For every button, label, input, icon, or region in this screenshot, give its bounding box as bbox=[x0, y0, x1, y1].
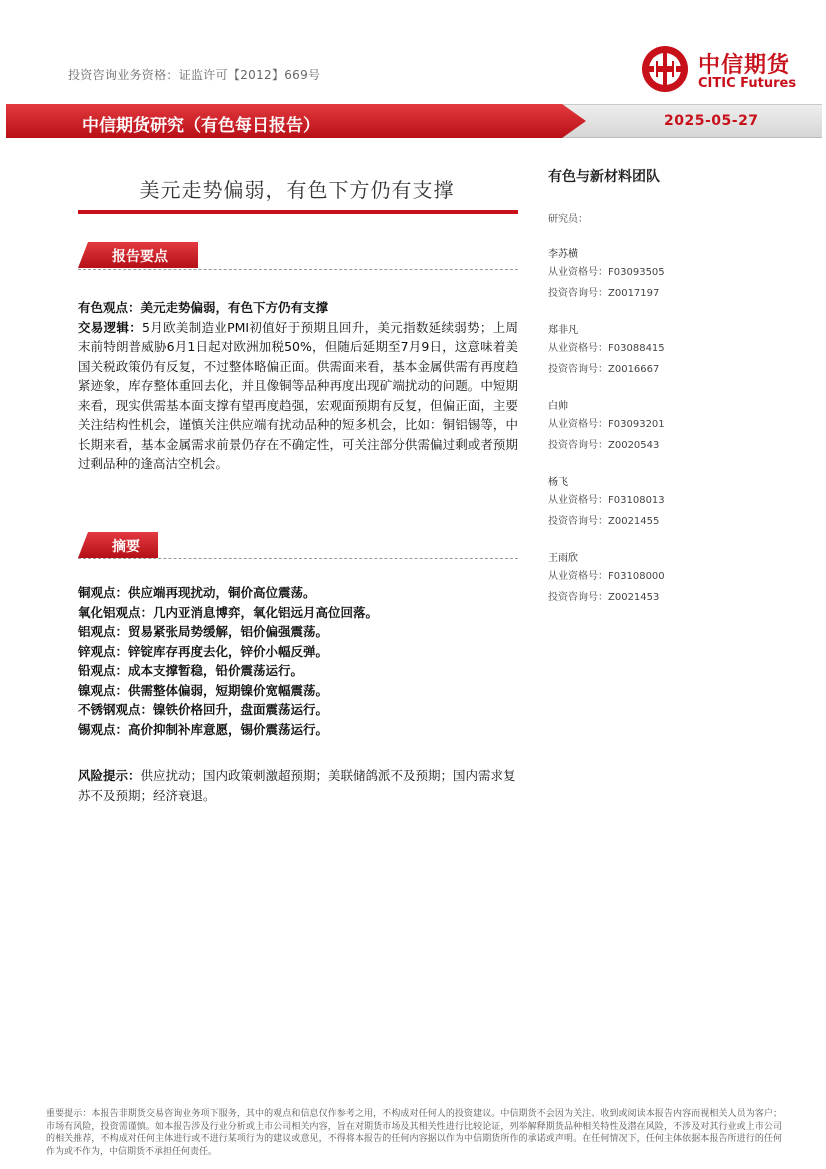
key-points-body bbox=[78, 298, 518, 474]
report-date: 2025-05-27 bbox=[664, 113, 759, 129]
analyst-consulting: 投资咨询号：Z0017197 bbox=[548, 288, 660, 299]
summary-item: 锡观点：高价抑制补库意愿，锡价震荡运行。 bbox=[78, 721, 329, 737]
section-divider bbox=[78, 558, 518, 559]
summary-item: 锌观点：锌锭库存再度去化，锌价小幅反弹。 bbox=[78, 643, 329, 659]
risk-paragraph bbox=[78, 766, 518, 805]
summary-item: 氧化铝观点：几内亚消息博弈，氧化铝远月高位回落。 bbox=[78, 604, 379, 620]
analyst-consulting: 投资咨询号：Z0021453 bbox=[548, 592, 660, 603]
report-title: 美元走势偏弱，有色下方仍有支撑 bbox=[139, 178, 455, 202]
analyst-consulting: 投资咨询号：Z0016667 bbox=[548, 364, 660, 375]
summary-item: 铅观点：成本支撑暂稳，铅价震荡运行。 bbox=[78, 663, 304, 678]
section-label: 摘要 bbox=[112, 539, 140, 555]
team-name: 有色与新材料团队 bbox=[548, 169, 660, 185]
summary-item: 铝观点：贸易紧张局势缓解，铝价偏强震荡。 bbox=[78, 624, 329, 639]
analyst-sidebar bbox=[548, 166, 798, 603]
researcher-label: 研究员： bbox=[548, 214, 588, 225]
analyst-qualification: 从业资格号：F03093505 bbox=[548, 267, 665, 278]
risk-text: 供应扰动；国内政策刺激超预期；美联储鸽派不及预期；国内需求复苏不及预期；经济衰退。 bbox=[78, 768, 516, 803]
logic-text: 5月欧美制造业PMI初值好于预期且回升，美元指数延续弱势；上周末前特朗普威胁6月1日起对欧洲加税50%，但随后延期至7月9日，这意味着美国关税政策仍有反复，不过整体略偏正面。供需面来看，基本金属供需有再度趋紧迹象，库存整体重回去化，并且像铜等品种再度出现矿端扰动的问题。中短期来看，现实供需基本面支撑有望再度趋强，宏观面预期有反复，但偏正面，主要关注结构性机会，谨慎关注供应端有扰动品种的短多机会，比如：铜铝锡等，中长期来看，基本金属需求前景仍存在不确定性，可关注部分供需偏过剩或者预期过剩品种的逢高沽空机会。 bbox=[78, 319, 518, 471]
analyst-card bbox=[548, 400, 798, 453]
analyst-qualification: 从业资格号：F03108000 bbox=[548, 571, 665, 582]
title-underline bbox=[78, 210, 518, 214]
section-tag-key-points bbox=[78, 242, 198, 268]
section-divider bbox=[78, 269, 518, 270]
summary-item: 镍观点：供需整体偏弱，短期镍价宽幅震荡。 bbox=[78, 682, 329, 698]
analyst-card bbox=[548, 248, 798, 301]
section-label: 报告要点 bbox=[112, 249, 168, 265]
logic-label: 交易逻辑： bbox=[78, 319, 143, 335]
license-text: 投资咨询业务资格：证监许可【2012】669号 bbox=[68, 68, 321, 82]
logo-en-text: CITIC Futures bbox=[698, 76, 797, 91]
disclaimer: 重要提示：本报告非期货交易咨询业务项下服务，其中的观点和信息仅作参考之用，不构成对任何人的投资建议。中信期货不会因为关注、收到或阅读本报告内容而视相关人员为客户；市场有风险，投资需谨慎。如本报告涉及行业分析或上市公司相关内容，旨在对期货市场及其相关性进行比较论证，列举解释期货品种相关特性及潜在风险，不涉及对其行业或上市公司的相关推荐，不构成对任何主体进行或不进行某项行为的建议或意见，不得将本报告的任何内容据以作为中信期货所作的承诺或声明。在任何情况下，任何主体依据本报告所进行的任何作为或不作为，中信期货不承担任何责任。 bbox=[46, 1109, 782, 1157]
report-banner bbox=[6, 104, 822, 138]
analyst-qualification: 从业资格号：F03093201 bbox=[548, 419, 665, 430]
view-line bbox=[78, 298, 518, 318]
section-tag-summary bbox=[78, 532, 158, 558]
summary-item: 铜观点：供应端再现扰动，铜价高位震荡。 bbox=[78, 585, 316, 600]
analyst-card bbox=[548, 324, 798, 377]
citic-logo-icon bbox=[640, 44, 690, 94]
analyst-name: 郑非凡 bbox=[548, 325, 578, 336]
analyst-qualification: 从业资格号：F03088415 bbox=[548, 343, 665, 354]
analyst-name: 白帅 bbox=[548, 401, 568, 412]
analyst-name: 李苏横 bbox=[548, 249, 578, 260]
analyst-name: 杨飞 bbox=[548, 477, 568, 488]
analyst-qualification: 从业资格号：F03108013 bbox=[548, 495, 665, 506]
analyst-card bbox=[548, 552, 798, 605]
analyst-card bbox=[548, 476, 798, 529]
summary-list bbox=[78, 583, 518, 739]
analyst-name: 王雨欣 bbox=[548, 553, 578, 564]
analyst-consulting: 投资咨询号：Z0021455 bbox=[548, 516, 660, 527]
logic-paragraph bbox=[78, 318, 518, 474]
company-logo bbox=[640, 44, 810, 96]
banner-title: 中信期货研究（有色每日报告） bbox=[82, 116, 320, 136]
view-label: 有色观点： bbox=[78, 300, 141, 315]
summary-item: 不锈钢观点：镍铁价格回升，盘面震荡运行。 bbox=[78, 702, 329, 717]
risk-label: 风险提示： bbox=[78, 768, 141, 783]
analyst-consulting: 投资咨询号：Z0020543 bbox=[548, 440, 660, 451]
logo-cn-text: 中信期货 bbox=[698, 53, 791, 78]
view-text: 美元走势偏弱，有色下方仍有支撑 bbox=[140, 300, 329, 315]
